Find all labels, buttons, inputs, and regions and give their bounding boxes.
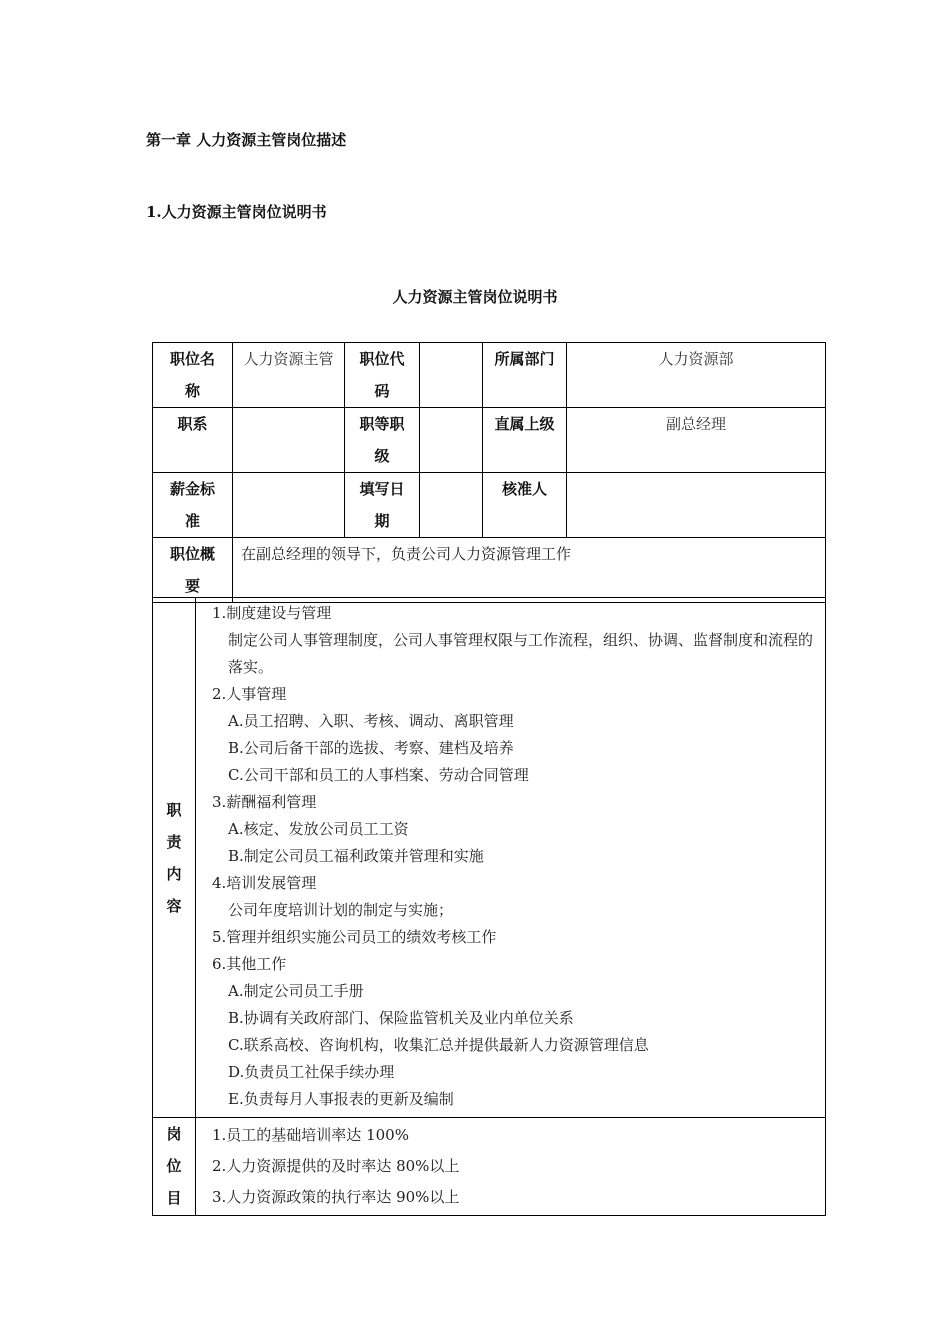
document-title: 人力资源主管岗位说明书 <box>392 288 558 306</box>
duty-item: B.公司后备干部的选拔、考察、建档及培养 <box>228 739 514 757</box>
duty-item: 2.人事管理 <box>212 685 287 703</box>
duty-item: 3.薪酬福利管理 <box>212 793 317 811</box>
duty-item: B.制定公司员工福利政策并管理和实施 <box>228 847 484 865</box>
table-row <box>153 1118 826 1216</box>
supervisor-value: 副总经理 <box>567 408 826 473</box>
duties-goals-table <box>152 597 826 1216</box>
duty-item: D.负责员工社保手续办理 <box>228 1063 395 1081</box>
duty-item: C.公司干部和员工的人事档案、劳动合同管理 <box>228 766 529 784</box>
job-family-label: 职系 <box>153 408 233 473</box>
duty-item: B.协调有关政府部门、保险监管机关及业内单位关系 <box>228 1009 574 1027</box>
job-grade-value <box>420 408 483 473</box>
duty-item: 6.其他工作 <box>212 955 287 973</box>
job-description-table <box>152 342 826 603</box>
goal-item: 2.人力资源提供的及时率达 80%以上 <box>212 1157 460 1175</box>
approver-value <box>567 473 826 538</box>
goals-list <box>196 1118 825 1215</box>
table-row <box>153 408 826 473</box>
department-value: 人力资源部 <box>567 343 826 408</box>
job-grade-label: 职等职级 <box>345 408 420 473</box>
duties-content <box>196 598 826 1118</box>
department-label: 所属部门 <box>483 343 567 408</box>
duty-item: A.员工招聘、入职、考核、调动、离职管理 <box>228 712 514 730</box>
duties-label <box>153 598 196 1118</box>
position-code-value <box>420 343 483 408</box>
fill-date-label: 填写日期 <box>345 473 420 538</box>
duties-list <box>196 598 825 1117</box>
summary-text <box>233 538 826 603</box>
goals-label <box>153 1118 196 1216</box>
salary-standard-label: 薪金标准 <box>153 473 233 538</box>
goals-content <box>196 1118 826 1216</box>
salary-standard-value <box>233 473 345 538</box>
goal-item: 3.人力资源政策的执行率达 90%以上 <box>212 1188 460 1206</box>
table-row <box>153 598 826 1118</box>
goals-label-text: 岗位目 <box>166 1125 182 1207</box>
duty-item: 5.管理并组织实施公司员工的绩效考核工作 <box>212 928 497 946</box>
position-name-value: 人力资源主管 <box>233 343 345 408</box>
chapter-title: 第一章 人力资源主管岗位描述 <box>146 131 347 149</box>
position-name-label: 职位名称 <box>153 343 233 408</box>
duty-item: 1.制度建设与管理 <box>212 604 332 622</box>
duty-item: C.联系高校、咨询机构，收集汇总并提供最新人力资源管理信息 <box>228 1036 649 1054</box>
duty-item: E.负责每月人事报表的更新及编制 <box>228 1090 454 1108</box>
position-code-label: 职位代码 <box>345 343 420 408</box>
approver-label: 核准人 <box>483 473 567 538</box>
summary-label: 职位概要 <box>153 538 233 603</box>
duties-label-text: 职责内容 <box>166 800 182 915</box>
duty-item: A.制定公司员工手册 <box>228 982 364 1000</box>
duty-item: 制定公司人事管理制度，公司人事管理权限与工作流程，组织、协调、监督制度和流程的落实。 <box>228 631 814 676</box>
table-row <box>153 538 826 603</box>
job-family-value <box>233 408 345 473</box>
table-row <box>153 473 826 538</box>
duty-item: 4.培训发展管理 <box>212 874 317 892</box>
fill-date-value <box>420 473 483 538</box>
duty-item: 公司年度培训计划的制定与实施； <box>228 901 454 919</box>
section-title: 1.人力资源主管岗位说明书 <box>146 203 327 221</box>
supervisor-label: 直属上级 <box>483 408 567 473</box>
summary-text-content: 在副总经理的领导下，负责公司人力资源管理工作 <box>241 545 572 563</box>
duty-item: A.核定、发放公司员工工资 <box>228 820 409 838</box>
goal-item: 1.员工的基础培训率达 100% <box>212 1126 409 1144</box>
table-row <box>153 343 826 408</box>
